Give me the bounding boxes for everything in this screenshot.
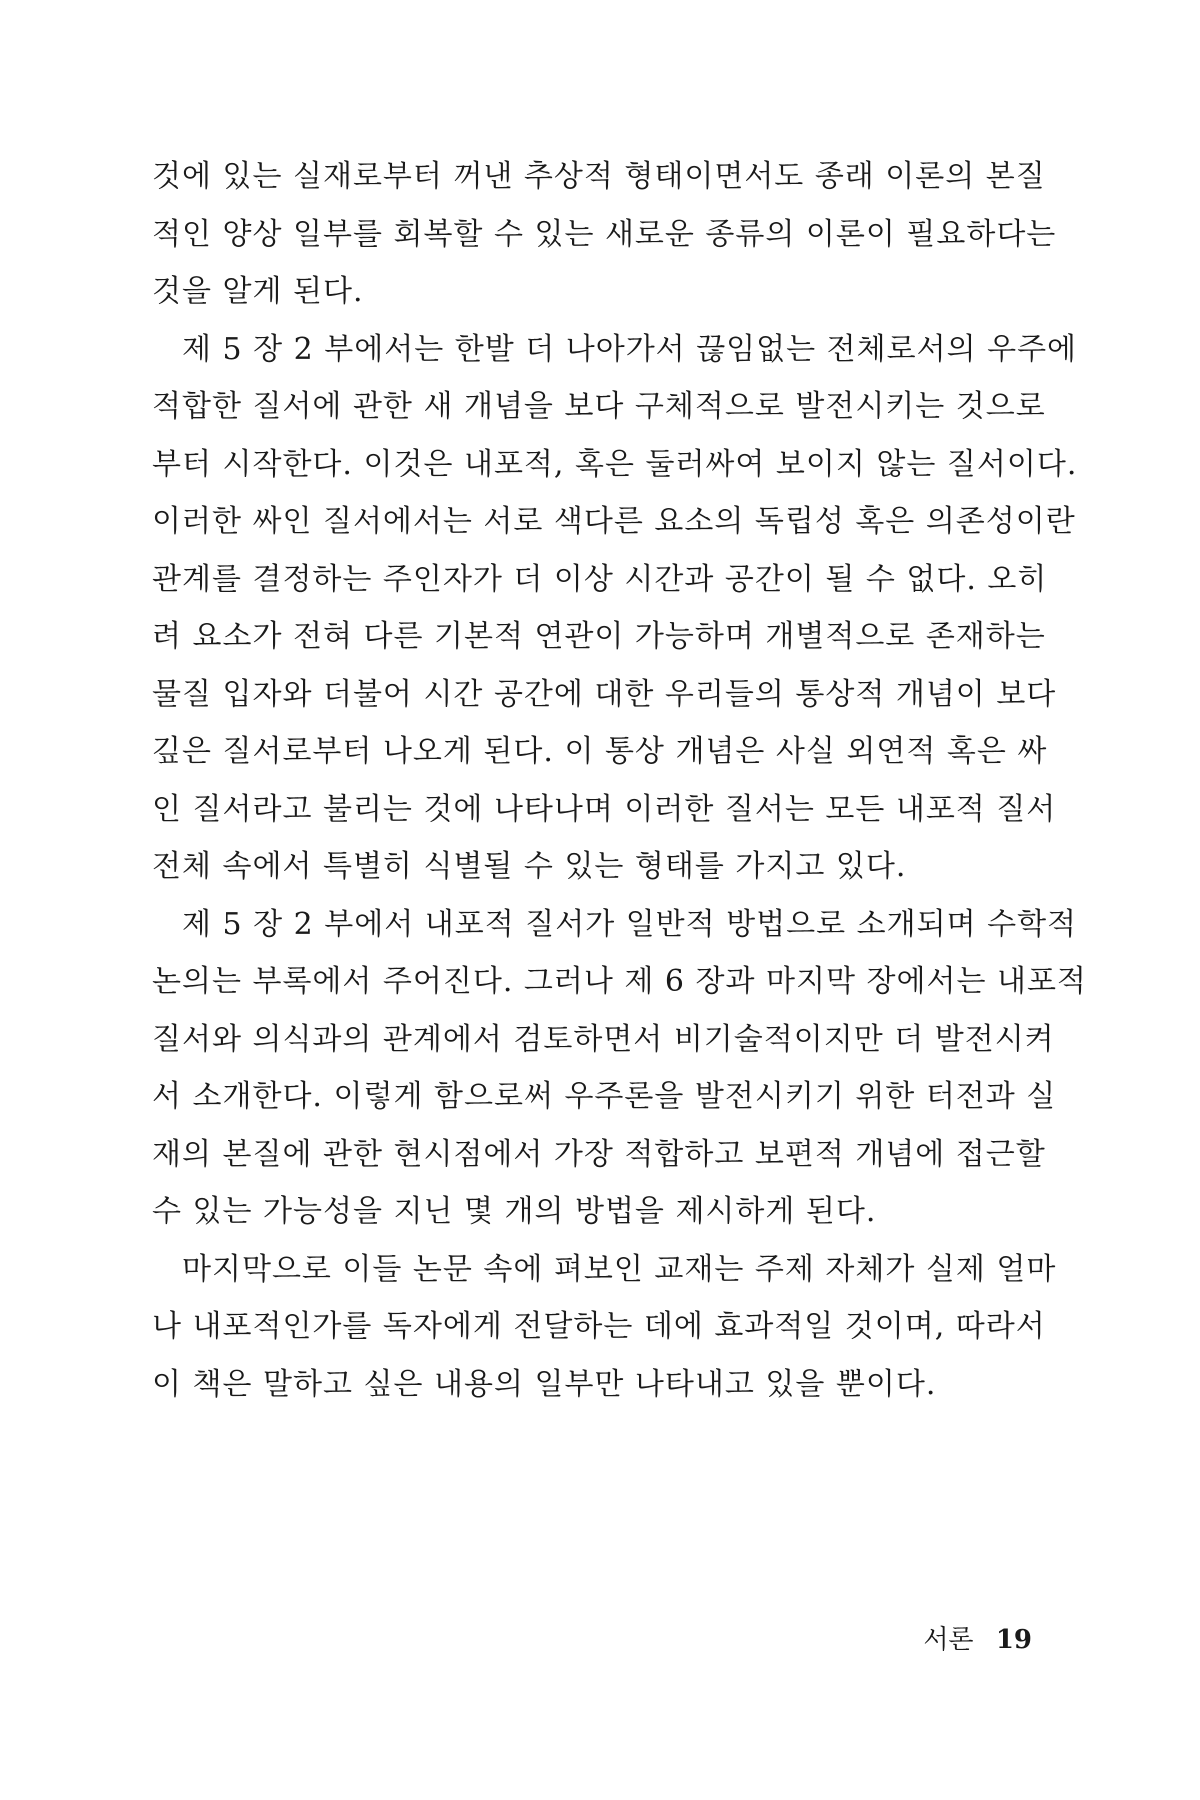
text-line: 나 내포적인가를 독자에게 전달하는 데에 효과적일 것이며, 따라서 <box>152 1309 1046 1344</box>
body-text <box>152 148 1087 1413</box>
paragraph-start-line: 제 5 장 2 부에서 내포적 질서가 일반적 방법으로 소개되며 수학적 <box>182 906 1078 942</box>
page-number: 19 <box>995 1625 1032 1655</box>
paragraph-start-line: 제 5 장 2 부에서는 한발 더 나아가서 끊임없는 전체로서의 우주에 <box>182 331 1078 367</box>
text-line: 인 질서라고 불리는 것에 나타나며 이러한 질서는 모든 내포적 질서 <box>152 791 1057 827</box>
text-line: 려 요소가 전혀 다른 기본적 연관이 가능하며 개별적으로 존재하는 <box>152 619 1046 654</box>
text-line: 것을 알게 된다. <box>152 274 364 309</box>
text-line: 적합한 질서에 관한 새 개념을 보다 구체적으로 발전시키는 것으로 <box>152 389 1046 424</box>
text-line: 이러한 싸인 질서에서는 서로 색다른 요소의 독립성 혹은 의존성이란 <box>152 504 1076 539</box>
text-line: 전체 속에서 특별히 식별될 수 있는 형태를 가지고 있다. <box>152 849 907 884</box>
text-line: 물질 입자와 더불어 시간 공간에 대한 우리들의 통상적 개념이 보다 <box>152 676 1057 712</box>
text-line: 질서와 의식과의 관계에서 검토하면서 비기술적이지만 더 발전시켜 <box>152 1021 1055 1057</box>
text-line: 이 책은 말하고 싶은 내용의 일부만 나타내고 있을 뿐이다. <box>152 1366 937 1402</box>
text-line: 서 소개한다. 이렇게 함으로써 우주론을 발전시키기 위한 터전과 실 <box>152 1079 1057 1114</box>
page-footer <box>923 1620 1032 1660</box>
paragraph-start-line: 마지막으로 이들 논문 속에 펴보인 교재는 주제 자체가 실제 얼마 <box>182 1251 1057 1287</box>
text-line: 재의 본질에 관한 현시점에서 가장 적합하고 보편적 개념에 접근할 <box>152 1136 1046 1172</box>
text-line: 것에 있는 실재로부터 꺼낸 추상적 형태이면서도 종래 이론의 본질 <box>152 159 1046 194</box>
text-line: 깊은 질서로부터 나오게 된다. 이 통상 개념은 사실 외연적 혹은 싸 <box>152 734 1048 769</box>
text-line: 관계를 결정하는 주인자가 더 이상 시간과 공간이 될 수 없다. 오히 <box>152 561 1048 597</box>
text-line: 논의는 부록에서 주어진다. 그러나 제 6 장과 마지막 장에서는 내포적 <box>152 964 1087 999</box>
text-line: 적인 양상 일부를 회복할 수 있는 새로운 종류의 이론이 필요하다는 <box>152 216 1057 252</box>
text-line: 수 있는 가능성을 지닌 몇 개의 방법을 제시하게 된다. <box>152 1194 877 1229</box>
section-title: 서론 <box>923 1625 974 1655</box>
text-line: 부터 시작한다. 이것은 내포적, 혹은 둘러싸여 보이지 않는 질서이다. <box>152 446 1078 482</box>
